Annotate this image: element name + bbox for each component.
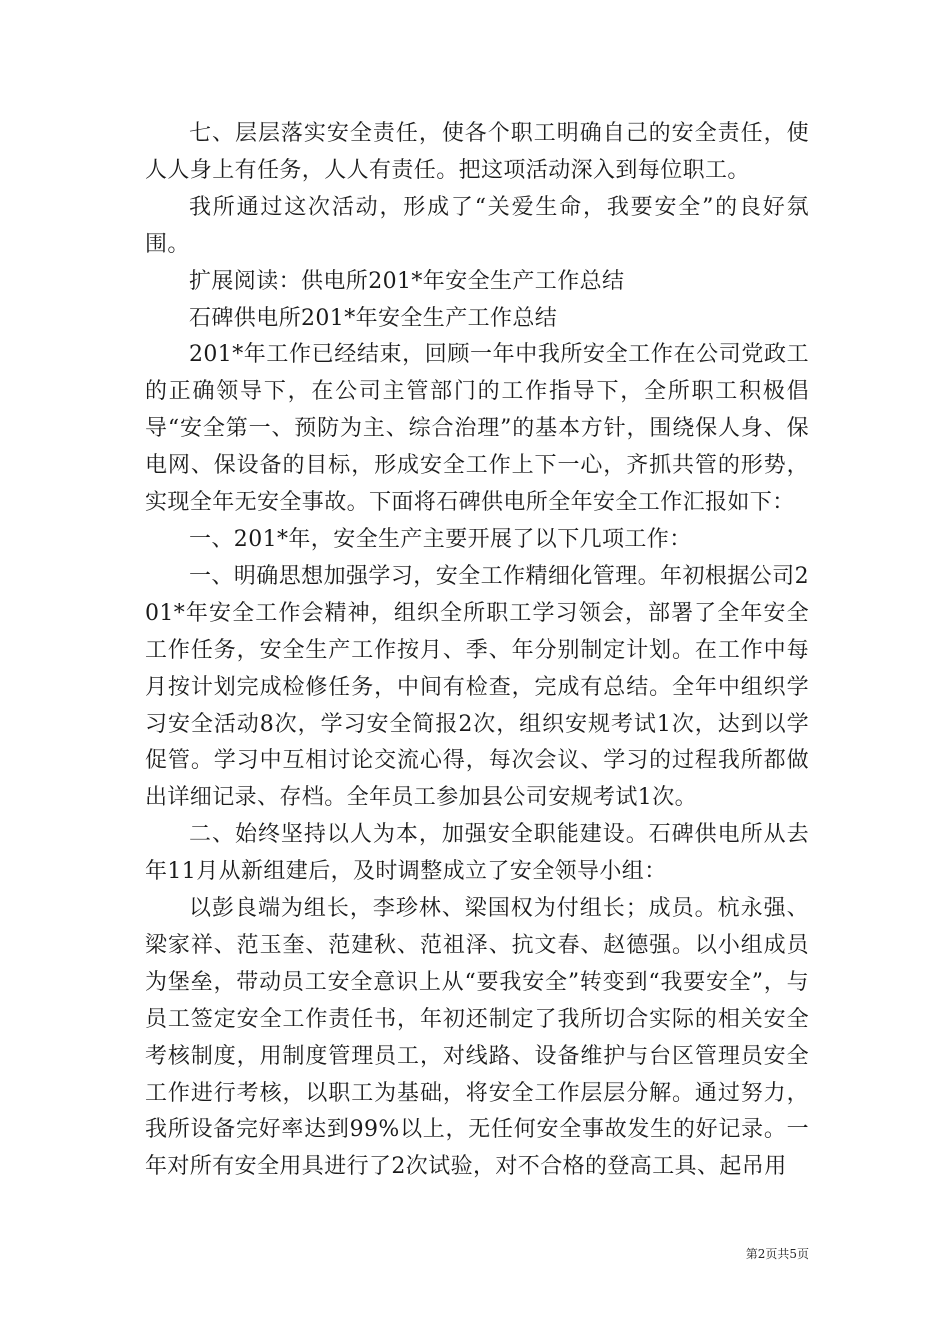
paragraph-7-responsibility: 七、层层落实安全责任，使各个职工明确自己的安全责任，使人人身上有任务，人人有责任。把这项活动深入到每位职工。 [145, 121, 809, 183]
paragraph-extended-reading: 扩展阅读：供电所201*年安全生产工作总结 [189, 268, 625, 294]
document-body [145, 116, 809, 1186]
paragraph-intro: 201*年工作已经结束，回顾一年中我所安全工作在公司党政工的正确领导下，在公司主管部门的工作指导下，全所职工积极倡导“安全第一、预防为主、综合治理”的基本方针，围绕保人身、保电网、保设备的目标，形成安全工作上下一心，齐抓共管的形势，实现全年无安全事故。下面将石碑供电所全年安全工作汇报如下： [145, 342, 809, 516]
paragraph-item-1: 一、明确思想加强学习，安全工作精细化管理。年初根据公司201*年安全工作会精神，组织全所职工学习领会，部署了全年安全工作任务，安全生产工作按月、季、年分别制定计划。在工作中每月按计划完成检修任务，中间有检查，完成有总结。全年中组织学习安全活动8次，学习安全简报2次，组织安规考试1次，达到以学促管。学习中互相讨论交流心得，每次会议、学习的过程我所都做出详细记录、存档。全年员工参加县公司安规考试1次。 [145, 563, 809, 811]
paragraph-work-items-heading: 一、201*年，安全生产主要开展了以下几项工作： [189, 526, 692, 552]
paragraph-activity-result: 我所通过这次活动，形成了“关爱生命，我要安全”的良好氛围。 [145, 194, 809, 257]
paragraph-item-2: 二、始终坚持以人为本，加强安全职能建设。石碑供电所从去年11月从新组建后，及时调整成立了安全领导小组： [145, 822, 809, 885]
paragraph-team-members: 以彭良端为组长，李珍林、梁国权为付组长；成员。杭永强、梁家祥、范玉奎、范建秋、范祖泽、抗文春、赵德强。以小组成员为堡垒，带动员工安全意识上从“要我安全”转变到“我要安全”，与员工签定安全工作责任书，年初还制定了我所切合实际的相关安全考核制度，用制度管理员工，对线路、设备维护与台区管理员安全工作进行考核，以职工为基础，将安全工作层层分解。通过努力，我所设备完好率达到99%以上，无任何安全事故发生的好记录。一年对所有安全用具进行了2次试验，对不合格的登高工具、起吊用 [145, 896, 809, 1180]
paragraph-section-title: 石碑供电所201*年安全生产工作总结 [189, 305, 558, 331]
page-number-footer: 第2页共5页 [745, 1247, 809, 1261]
